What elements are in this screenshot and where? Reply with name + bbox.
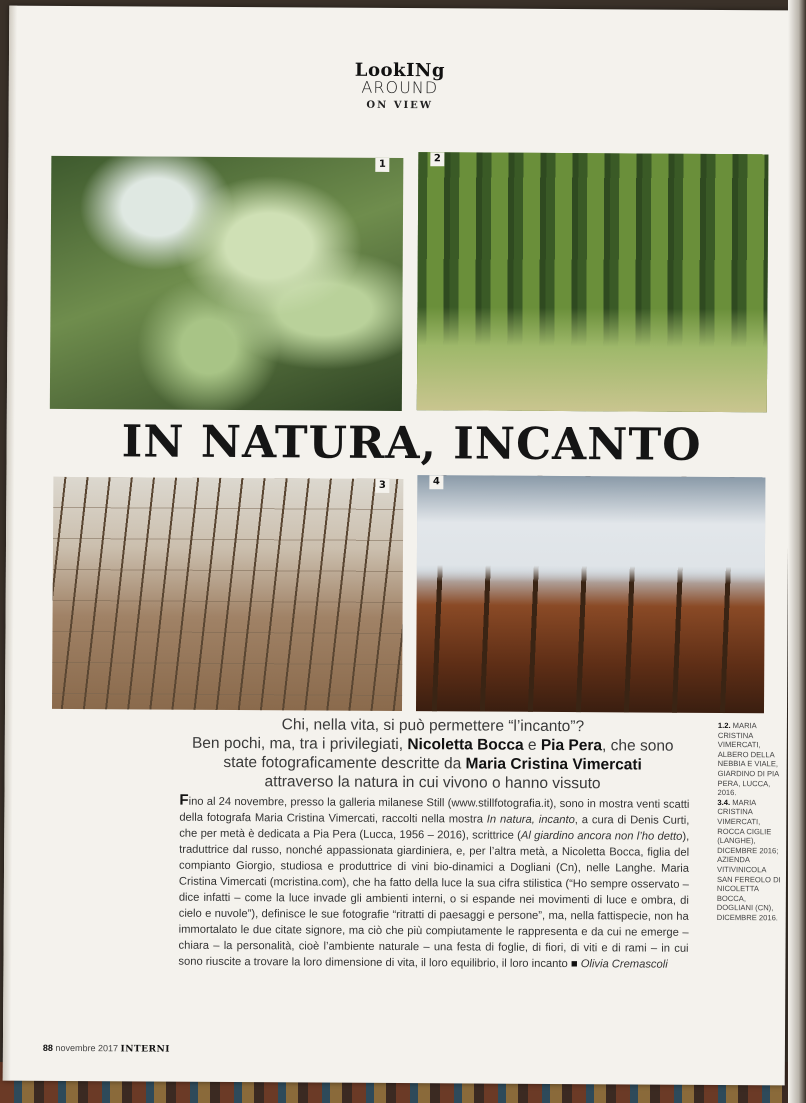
- exhibition-title: In natura, incanto: [486, 813, 575, 827]
- caption-number: 3.4.: [717, 797, 731, 807]
- caption-number: 1.2.: [717, 720, 731, 731]
- headline: IN NATURA, INCANTO: [121, 416, 702, 471]
- magazine-page: [3, 6, 792, 1086]
- body-text: ino al 24 novembre, presso la galleria milanese Still (www.stillfotografia.it), sono in mostra venti scatti della fotografa Maria Cristina Vimercati, raccolti nella mostra: [179, 795, 690, 826]
- lead-line-4: attraverso la natura in cui vivono o hanno vissuto: [264, 773, 601, 793]
- book-title: Al giardino ancora non l’ho detto: [520, 829, 683, 843]
- name-nicoletta-bocca: Nicoletta Bocca: [407, 736, 524, 754]
- section-subtitle: AROUND: [361, 77, 439, 98]
- issue-date: novembre 2017: [55, 1042, 119, 1054]
- page-spine: [3, 6, 18, 1081]
- section-header: [9, 60, 791, 114]
- section-title: LookINg: [354, 59, 446, 82]
- photo-3-vineyard-fog: [52, 477, 403, 711]
- article-body: [178, 793, 689, 973]
- lead-text: , che sono: [602, 737, 674, 755]
- lead-text: Ben pochi, ma, tra i privilegiati,: [191, 734, 408, 754]
- page-number: 88: [42, 1042, 53, 1053]
- name-pia-pera: Pia Pera: [540, 736, 603, 755]
- body-text: , a cura di Denis Curti, che per metà è dedicata a Pia Pera (Lucca, 1956 – 2016), scrittrice (: [179, 814, 690, 842]
- photo-4-vineyard-snow: [416, 475, 765, 713]
- photo-number: 2: [430, 152, 444, 166]
- photo-number: 3: [375, 479, 389, 493]
- lead-text: e: [523, 736, 541, 754]
- caption-3-4: [717, 798, 784, 923]
- body-text: ), traduttrice dal russo, nonché appassionata giardiniera, e, per l’altra metà, a Nicoletta Bocca, figlia del compianto Giorgio, studiosa e produttrice di vini bio-dinamici a Dogliani (Cn), nelle Langhe. Maria Cristina Vimercati (mcristina.com), che ha fatto della luce la sua cifra stilistica (“Ho sempre osservato – dice infatti – come la luce invade gli ambienti interni, o si espande nei movimenti di luce e ombra, di cielo e nuvole”), definisce le sue fotografie “ritratti di paesaggi e persone”, ma, nella fattispecie, non ha immortalato le due citate signore, ma ciò che più compiutamente le rappresenta e da cui ne emerge – chiara – la personalità, cioè l’ambiente naturale – una festa di foglie, di fiori, di viti e di rami – in cui sono riuscite a trovare la loro dimensione di vita, il loro equilibrio, il loro incanto: [178, 830, 690, 971]
- name-maria-cristina-vimercati: Maria Cristina Vimercati: [465, 755, 642, 774]
- drop-cap: F: [179, 791, 189, 809]
- caption-text: MARIA CRISTINA VIMERCATI, ROCCA CIGLIE (LANGHE), DICEMBRE 2016; AZIENDA VITIVINICOLA SAN FEREOLO DI NICOLETTA BOCCA, DOGLIANI (CN), DICEMBRE 2016.: [716, 797, 781, 923]
- photo-number: 4: [429, 475, 443, 489]
- next-page-edge: [788, 0, 806, 1103]
- caption-text: MARIA CRISTINA VIMERCATI, ALBERO DELLA NEBBIA E VIALE, GIARDINO DI PIA PERA, LUCCA, 2016.: [717, 721, 779, 798]
- page-footer: [43, 1043, 170, 1055]
- lead-text: state fotograficamente descritte da: [223, 753, 466, 773]
- photo-2-garden-path: [417, 152, 769, 412]
- end-mark: ■: [570, 958, 578, 971]
- magazine-name: INTERNI: [120, 1044, 170, 1055]
- lead-paragraph: [154, 715, 710, 794]
- photo-1-tree: [50, 156, 404, 411]
- photo-captions: [717, 721, 784, 923]
- section-label: ON VIEW: [366, 99, 434, 112]
- author-name: Olivia Cremascoli: [577, 958, 668, 971]
- lead-line-3: [155, 753, 711, 775]
- caption-1-2: [717, 721, 783, 798]
- photo-number: 1: [375, 158, 389, 172]
- lead-line-1: Chi, nella vita, si può permettere “l’incanto”?: [281, 716, 585, 736]
